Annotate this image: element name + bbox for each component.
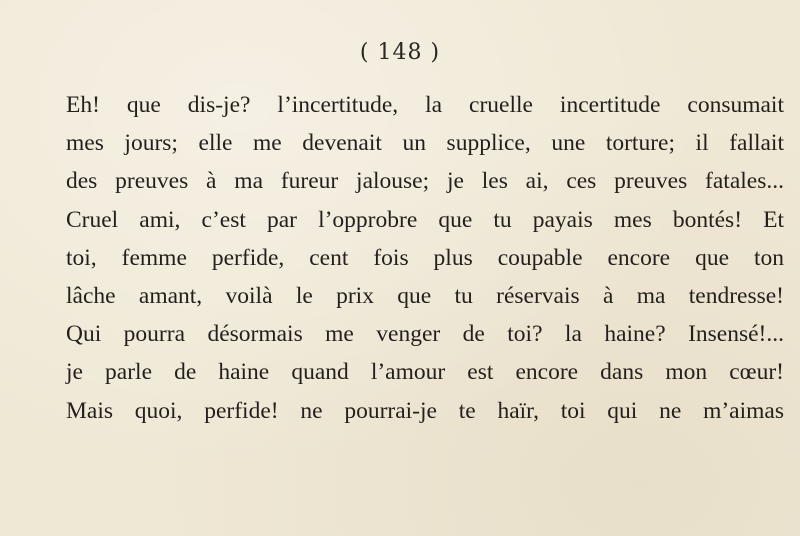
text-line-4: Cruel ami, c’est par l’opprobre que tu payais mes bontés! Et: [66, 206, 784, 233]
text-line-6: lâche amant, voilà le prix que tu réservais à ma tendresse!: [66, 282, 784, 309]
page-number: ( 148 ): [359, 40, 441, 65]
text-line-5: toi, femme perfide, cent fois plus coupable encore que ton: [66, 244, 784, 271]
text-line-3: des preuves à ma fureur jalouse; je les ai, ces preuves fatales...: [66, 168, 784, 195]
text-line-1: Eh! que dis-je? l’incertitude, la cruelle incertitude consumait: [66, 92, 784, 118]
text-line-9: Mais quoi, perfide! ne pourrai-je te haïr, toi qui ne m’aimas: [66, 397, 784, 424]
text-line-7: Qui pourra désormais me venger de toi? la haine? Insensé!...: [66, 321, 784, 348]
text-line-8: je parle de haine quand l’amour est encore dans mon cœur!: [66, 359, 784, 386]
text-line-2: mes jours; elle me devenait un supplice, une torture; il fallait: [66, 130, 784, 157]
body-text: [66, 86, 784, 430]
